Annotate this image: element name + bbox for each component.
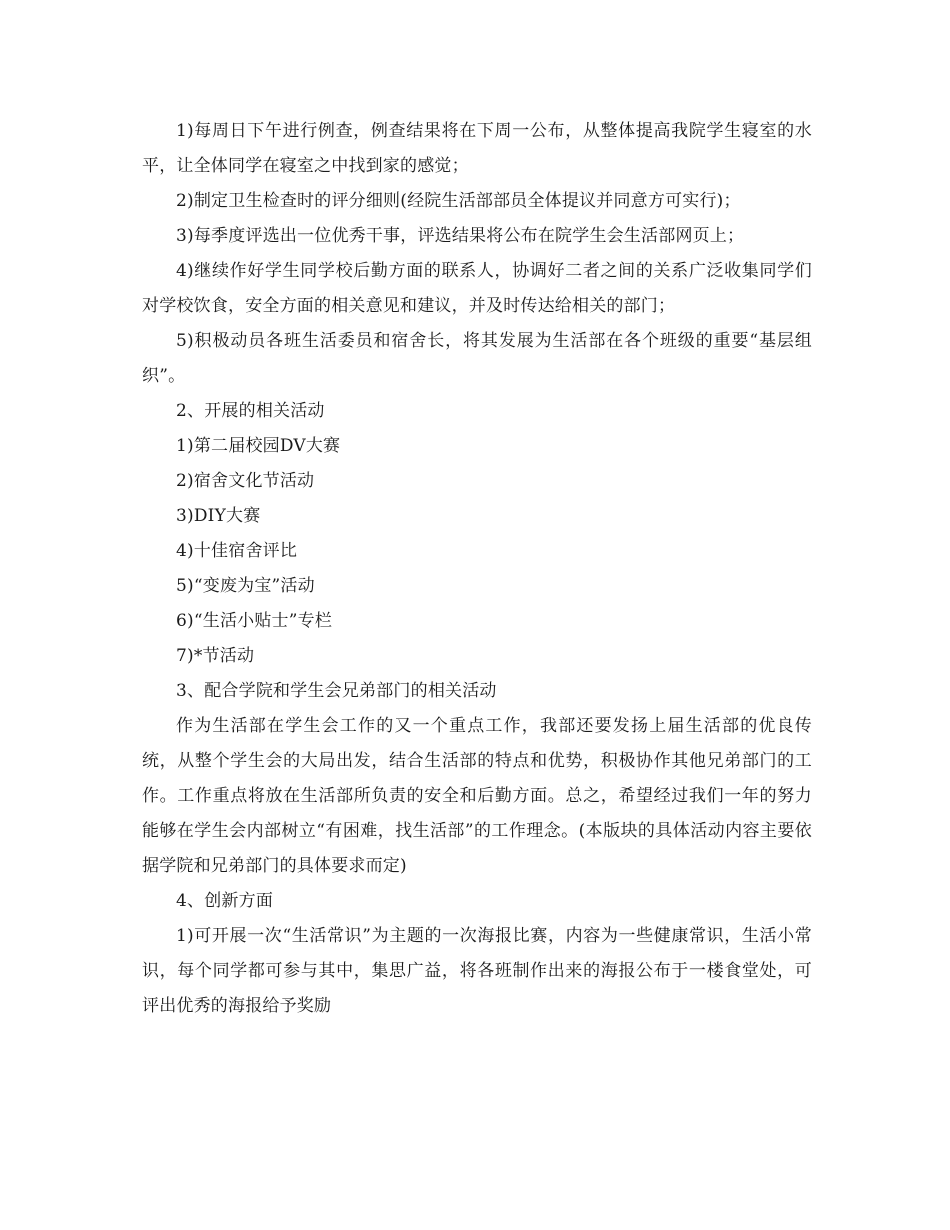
list-item-dv-contest: 1)第二届校园DV大赛 xyxy=(176,436,341,456)
section-heading-cooperation: 3、配合学院和学生会兄弟部门的相关活动 xyxy=(176,681,497,701)
list-item-festival: 7)*节活动 xyxy=(176,646,255,666)
paragraph-cooperation-body: 作为生活部在学生会工作的又一个重点工作，我部还要发扬上届生活部的优良传统，从整个学生会的大局出发，结合生活部的特点和优势，积极协作其他兄弟部门的工作。工作重点将放在生活部所负责的安全和后勤方面。总之，希望经过我们一年的努力能够在学生会内部树立“有困难，找生活部”的工作理念。(本版块的具体活动内容主要依据学院和兄弟部门的具体要求而定) xyxy=(142,716,812,876)
list-item-top-dorms: 4)十佳宿舍评比 xyxy=(176,541,298,561)
paragraph-logistics-liaison: 4)继续作好学生同学校后勤方面的联系人，协调好二者之间的关系广泛收集同学们对学校饮食，安全方面的相关意见和建议，并及时传达给相关的部门； xyxy=(142,261,812,316)
list-item-life-tips: 6)“生活小贴士”专栏 xyxy=(176,611,333,631)
list-item-diy-contest: 3)DIY大赛 xyxy=(176,506,261,526)
paragraph-scoring-rules: 2)制定卫生检查时的评分细则(经院生活部部员全体提议并同意方可实行)； xyxy=(176,191,741,211)
section-heading-activities: 2、开展的相关活动 xyxy=(176,401,325,421)
section-heading-innovation: 4、创新方面 xyxy=(176,891,274,911)
list-item-recycling: 5)“变废为宝”活动 xyxy=(176,576,315,596)
paragraph-mobilize-committees: 5)积极动员各班生活委员和宿舍长，将其发展为生活部在各个班级的重要“基层组织”。 xyxy=(142,331,812,386)
document-body xyxy=(142,114,812,1024)
list-item-dorm-culture: 2)宿舍文化节活动 xyxy=(176,471,315,491)
paragraph-poster-contest: 1)可开展一次“生活常识”为主题的一次海报比赛，内容为一些健康常识，生活小常识，每个同学都可参与其中，集思广益，将各班制作出来的海报公布于一楼食堂处，可评出优秀的海报给予奖励 xyxy=(142,926,812,1016)
paragraph-quarterly-award: 3)每季度评选出一位优秀干事，评选结果将公布在院学生会生活部网页上； xyxy=(176,226,745,246)
paragraph-inspection-schedule: 1)每周日下午进行例查，例查结果将在下周一公布，从整体提高我院学生寝室的水平，让全体同学在寝室之中找到家的感觉； xyxy=(142,121,812,176)
